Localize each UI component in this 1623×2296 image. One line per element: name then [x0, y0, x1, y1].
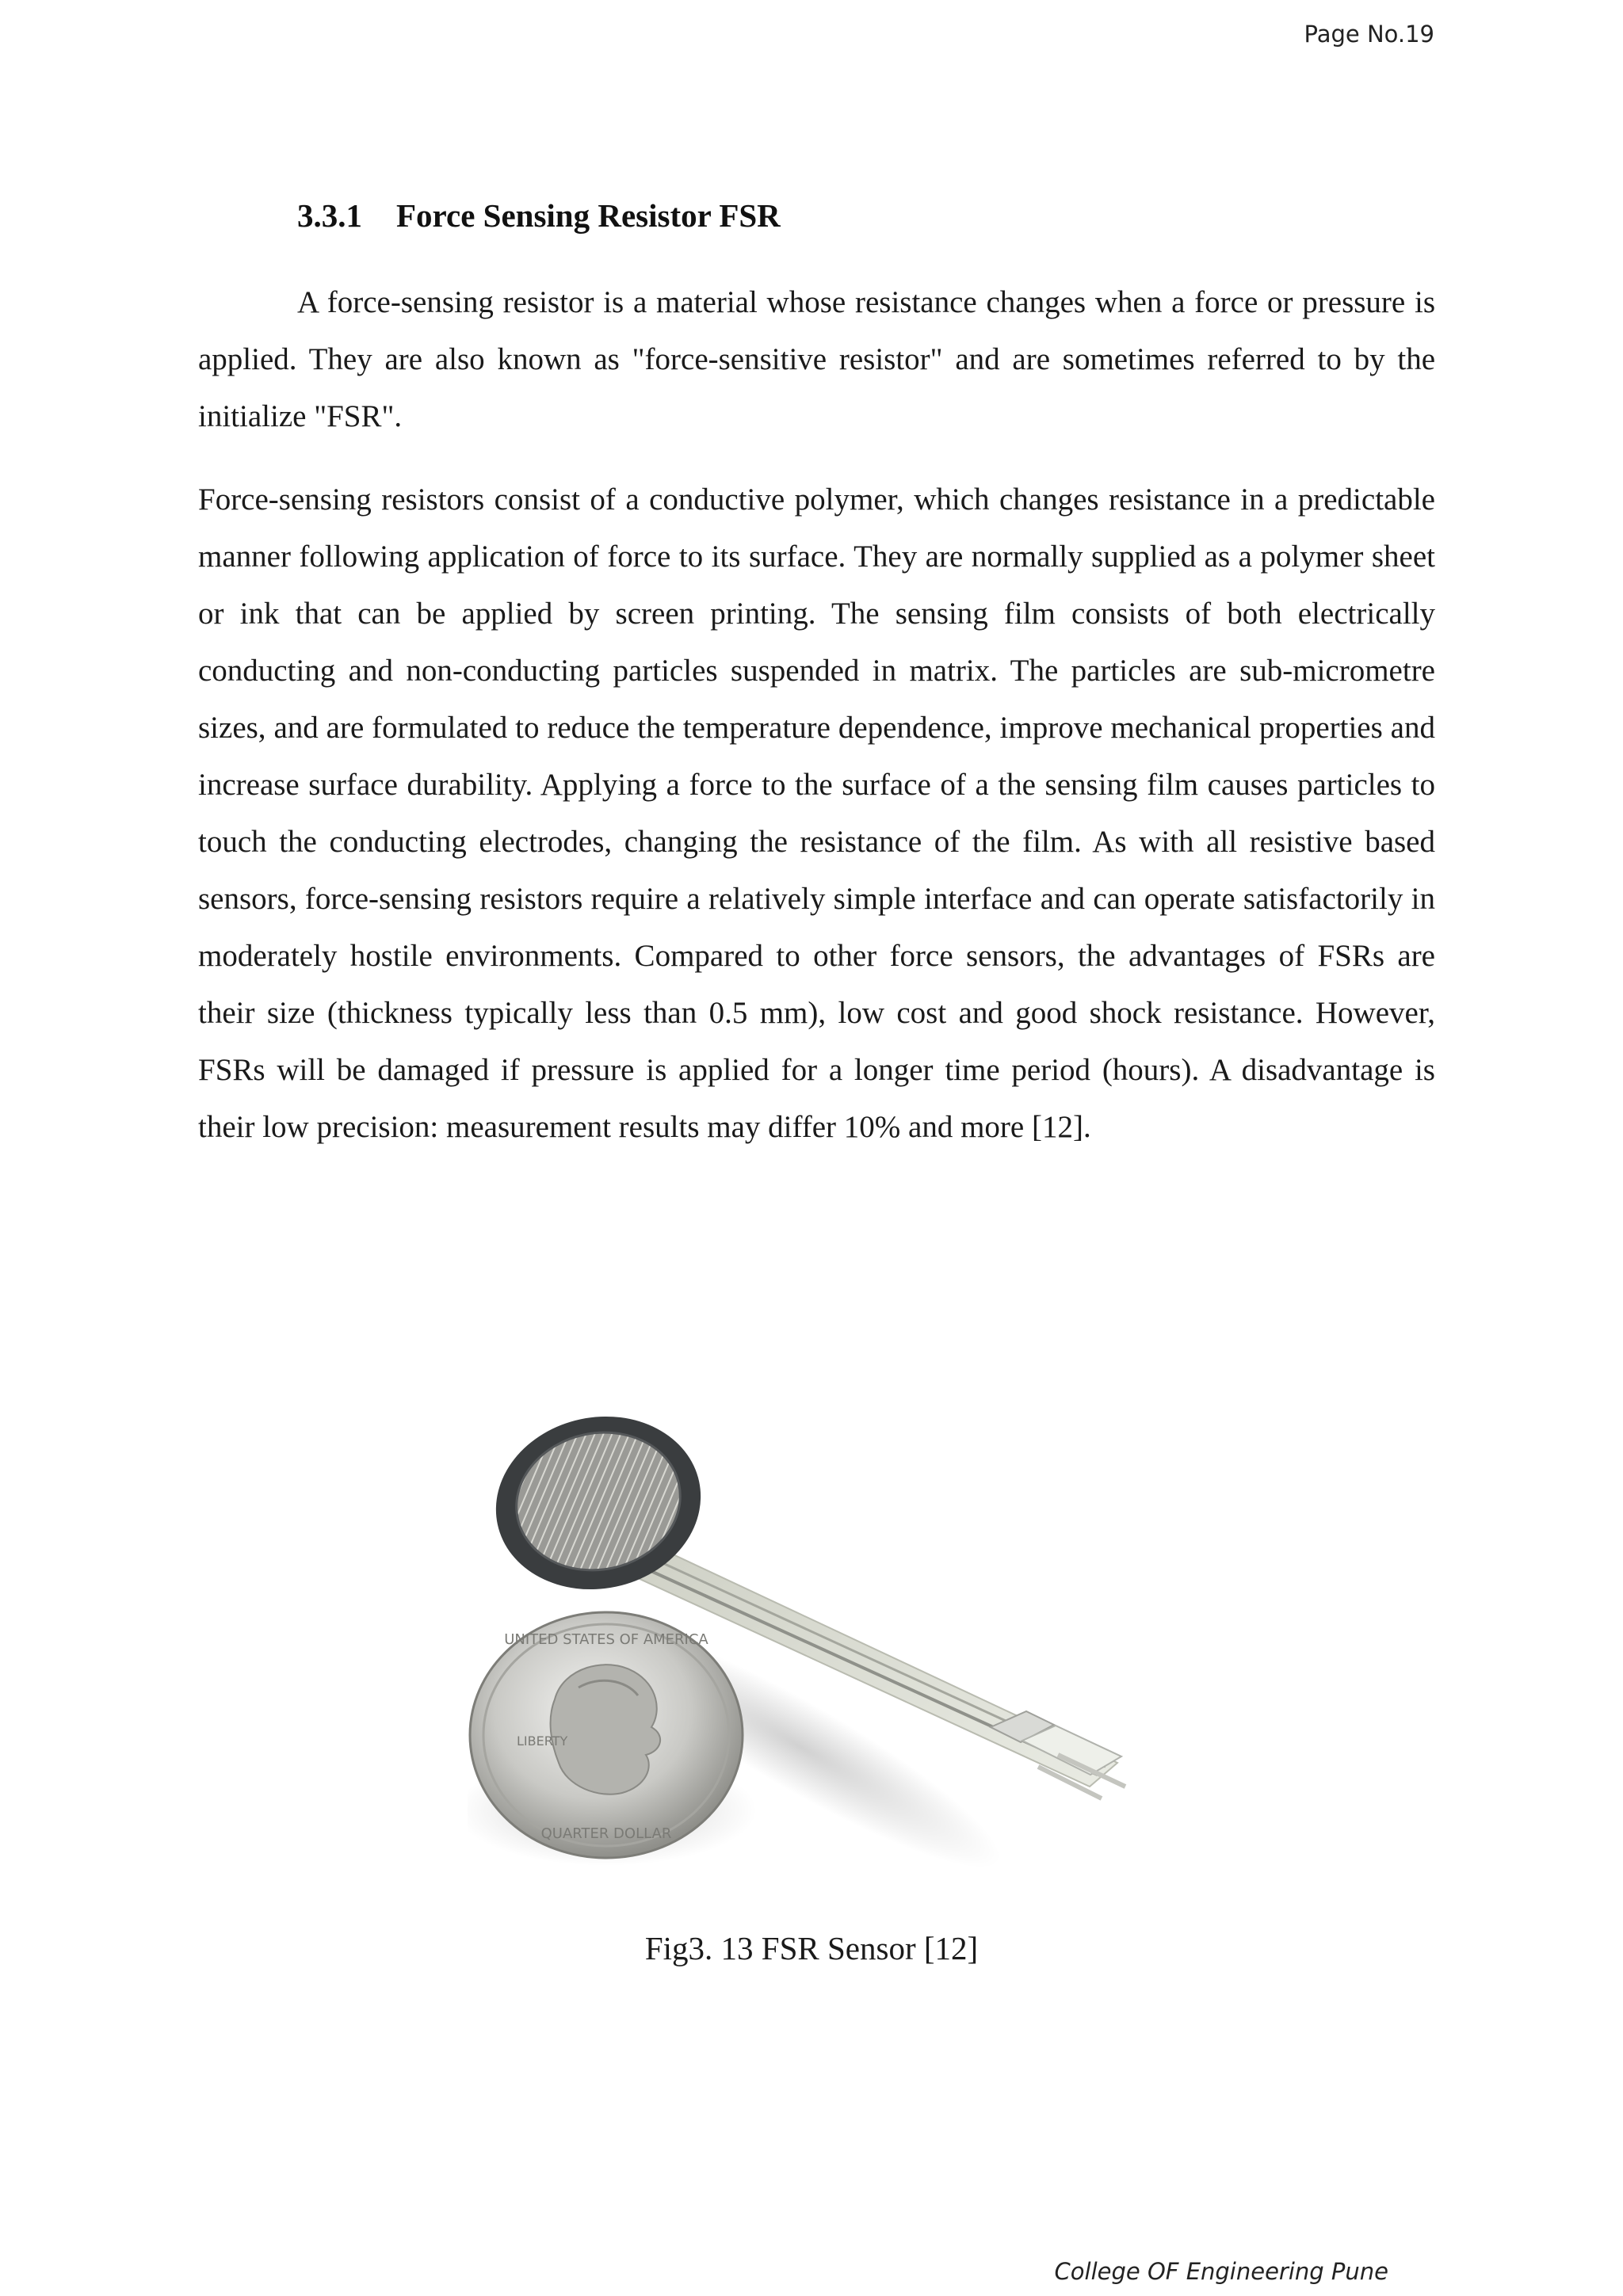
figure-caption: Fig3. 13 FSR Sensor [12]	[644, 1930, 979, 1966]
body-paragraph-1: A force-sensing resistor is a material whose resistance changes when a force or pressure is applied. They are also known as "force-sensitive resistor" and are sometimes referred to by the initialize "FSR".	[198, 285, 1435, 433]
figure-fsr-sensor	[468, 1414, 1181, 1897]
page-number: Page No.19	[1304, 21, 1434, 48]
section-heading	[297, 196, 781, 235]
coin-text-bottom: QUARTER DOLLAR	[540, 1825, 672, 1842]
quarter-coin	[470, 1612, 743, 1858]
coin-text-left: LIBERTY	[517, 1733, 568, 1749]
section-number: 3.3.1	[297, 197, 362, 234]
fsr-sensor-photo	[468, 1414, 1181, 1897]
coin-text-top: UNITED STATES OF AMERICA	[504, 1631, 708, 1648]
footer-institution: College OF Engineering Pune	[1054, 2258, 1388, 2285]
section-title: Force Sensing Resistor FSR	[396, 197, 781, 234]
body-paragraph-2: Force-sensing resistors consist of a conductive polymer, which changes resistance in a predictable manner following application of force to its surface. They are normally supplied as a polymer sheet or ink that can be applied by screen printing. The sensing film consists of both electrically conducting and non-conducting particles suspended in matrix. The particles are sub-micrometre sizes, and are formulated to reduce the temperature dependence, improve mechanical properties and increase surface durability. Applying a force to the surface of a the sensing film causes particles to touch the conducting electrodes, changing the resistance of the film. As with all resistive based sensors, force-sensing resistors require a relatively simple interface and can operate satisfactorily in moderately hostile environments. Compared to other force sensors, the advantages of FSRs are their size (thickness typically less than 0.5 mm), low cost and good shock resistance. However, FSRs will be damaged if pressure is applied for a longer time period (hours). A disadvantage is their low precision: measurement results may differ 10% and more [12].	[198, 482, 1435, 1144]
